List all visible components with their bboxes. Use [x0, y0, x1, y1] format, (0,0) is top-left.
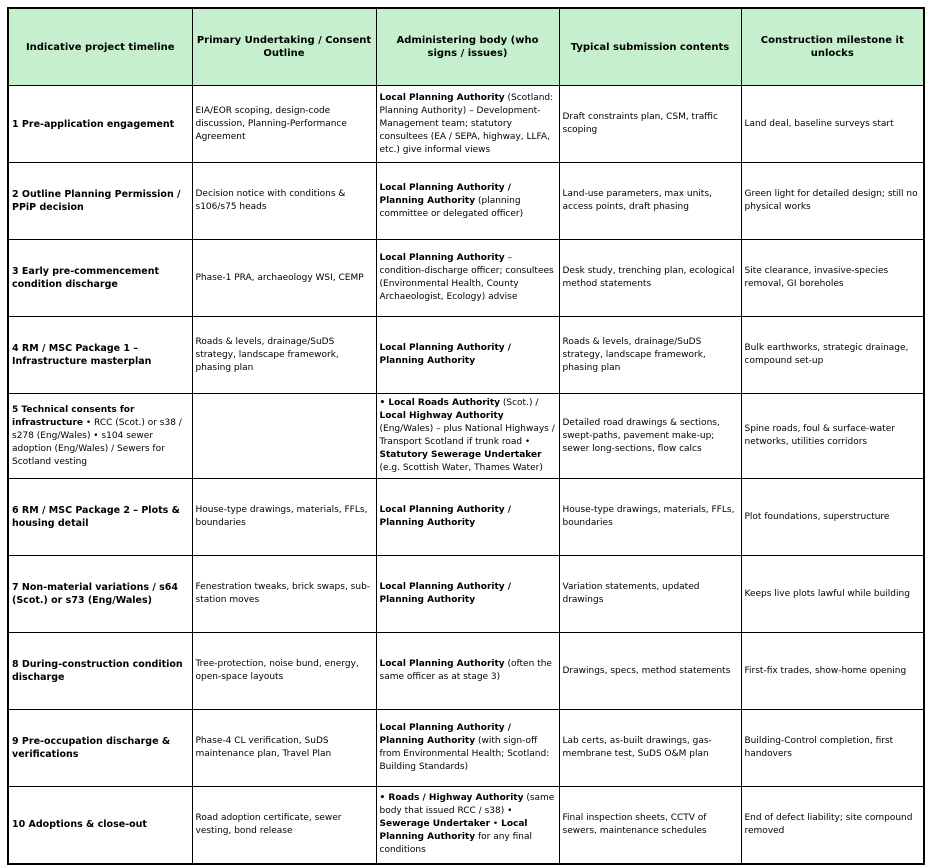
stage-cell: 10 Adoptions & close-out	[8, 787, 192, 864]
header-administering-body: Administering body (who signs / issues)	[376, 8, 559, 86]
text: (Scotland: Planning Authority) – Development-Management team; statutory consultees (EA / SEPA, highway, LLFA, etc.) give informal views	[379, 92, 554, 155]
text: • RCC (Scot.) or s38 / s278 (Eng/Wales) • s104 sewer adoption (Eng/Wales) / Sewers for Scotland vesting	[12, 417, 182, 467]
stage-cell: 4 RM / MSC Package 1 – Infrastructure masterplan	[8, 317, 192, 394]
table-body	[8, 86, 924, 864]
milestone-cell: Land deal, baseline surveys start	[741, 86, 924, 163]
outline-cell: Decision notice with conditions & s106/s75 heads	[192, 163, 376, 240]
outline-cell: House-type drawings, materials, FFLs, boundaries	[192, 479, 376, 556]
bold-text: Local Planning Authority / Planning Authority	[379, 505, 512, 528]
bold-text: Local Planning Authority / Planning Authority	[379, 343, 512, 366]
table-row	[8, 317, 924, 394]
stage-cell: 6 RM / MSC Package 2 – Plots & housing detail	[8, 479, 192, 556]
milestone-cell: End of defect liability; site compound removed	[741, 787, 924, 864]
outline-cell: Road adoption certificate, sewer vesting, bond release	[192, 787, 376, 864]
bold-text: Statutory Sewerage Undertaker	[379, 450, 542, 460]
outline-cell: Phase-1 PRA, archaeology WSI, CEMP	[192, 240, 376, 317]
table-row	[8, 556, 924, 633]
submission-contents-cell: Roads & levels, drainage/SuDS strategy, landscape framework, phasing plan	[559, 317, 741, 394]
outline-cell	[192, 394, 376, 479]
stage-cell: 1 Pre-application engagement	[8, 86, 192, 163]
bold-text: • Local Roads Authority	[379, 398, 501, 408]
table-row	[8, 787, 924, 864]
administering-body-cell	[376, 479, 559, 556]
text: (Scot.) /	[500, 398, 539, 408]
bold-text: Local Planning Authority	[379, 253, 505, 263]
administering-body-cell	[376, 633, 559, 710]
administering-body-cell	[376, 556, 559, 633]
outline-cell: Roads & levels, drainage/SuDS strategy, landscape framework, phasing plan	[192, 317, 376, 394]
bold-text: Local Planning Authority	[379, 819, 528, 843]
submission-contents-cell: Variation statements, updated drawings	[559, 556, 741, 633]
table-row	[8, 240, 924, 317]
bold-text: 5 Technical consents for infrastructure	[12, 404, 135, 428]
administering-body-cell	[376, 163, 559, 240]
table-row	[8, 633, 924, 710]
bold-text: Local Planning Authority / Planning Authority	[379, 723, 512, 746]
bold-text: Local Planning Authority / Planning Authority	[379, 182, 512, 206]
bold-text: • Roads / Highway Authority	[379, 793, 524, 804]
submission-contents-cell: Draft constraints plan, CSM, traffic scoping	[559, 86, 741, 163]
submission-contents-cell: Land-use parameters, max units, access points, draft phasing	[559, 163, 741, 240]
submission-contents-cell: Drawings, specs, method statements	[559, 633, 741, 710]
bold-text: Sewerage Undertaker	[379, 819, 491, 830]
administering-body-cell	[376, 710, 559, 787]
stage-cell: 8 During-construction condition discharge	[8, 633, 192, 710]
administering-body-cell	[376, 787, 559, 864]
text: •	[490, 819, 502, 830]
milestone-cell: Spine roads, foul & surface-water networks, utilities corridors	[741, 394, 924, 479]
outline-cell: Phase-4 CL verification, SuDS maintenance plan, Travel Plan	[192, 710, 376, 787]
header-milestone: Construction milestone it unlocks	[741, 8, 924, 86]
table-row	[8, 710, 924, 787]
text: – condition-discharge officer; consultees (Environmental Health, County Archaeologist, Ecology) advise	[379, 253, 554, 302]
bold-text: Local Planning Authority	[379, 92, 505, 103]
table-row	[8, 86, 924, 163]
bold-text: Local Planning Authority	[379, 659, 505, 669]
submission-contents-cell: Final inspection sheets, CCTV of sewers, maintenance schedules	[559, 787, 741, 864]
stage-cell: 9 Pre-occupation discharge & verifications	[8, 710, 192, 787]
text: (Eng/Wales) – plus National Highways / Transport Scotland if trunk road •	[379, 424, 555, 447]
stage-cell: 3 Early pre-commencement condition discharge	[8, 240, 192, 317]
milestone-cell: Green light for detailed design; still no physical works	[741, 163, 924, 240]
table-row	[8, 394, 924, 479]
text: (same body that issued RCC / s38) •	[379, 793, 555, 817]
administering-body-cell	[376, 394, 559, 479]
milestone-cell: Keeps live plots lawful while building	[741, 556, 924, 633]
outline-cell: Tree-protection, noise bund, energy, open-space layouts	[192, 633, 376, 710]
stage-cell: 2 Outline Planning Permission / PPiP decision	[8, 163, 192, 240]
milestone-cell: Bulk earthworks, strategic drainage, compound set-up	[741, 317, 924, 394]
stage-cell	[8, 394, 192, 479]
header-submission-contents: Typical submission contents	[559, 8, 741, 86]
administering-body-cell	[376, 317, 559, 394]
consent-timeline-table	[7, 7, 925, 865]
header-timeline: Indicative project timeline	[8, 8, 192, 86]
text: (with sign-off from Environmental Health; Scotland: Building Standards)	[379, 736, 550, 772]
administering-body-cell	[376, 86, 559, 163]
text: (often the same officer as at stage 3)	[379, 659, 552, 682]
milestone-cell: Site clearance, invasive-species removal, GI boreholes	[741, 240, 924, 317]
text: for any final conditions	[379, 832, 533, 856]
table-row	[8, 479, 924, 556]
administering-body-cell	[376, 240, 559, 317]
table-row	[8, 163, 924, 240]
outline-cell: Fenestration tweaks, brick swaps, sub-station moves	[192, 556, 376, 633]
text: (e.g. Scottish Water, Thames Water)	[379, 463, 543, 473]
milestone-cell: Plot foundations, superstructure	[741, 479, 924, 556]
submission-contents-cell: Lab certs, as-built drawings, gas-membrane test, SuDS O&M plan	[559, 710, 741, 787]
text: (planning committee or delegated officer)	[379, 195, 524, 219]
bold-text: Local Planning Authority / Planning Authority	[379, 582, 512, 605]
submission-contents-cell: House-type drawings, materials, FFLs, boundaries	[559, 479, 741, 556]
milestone-cell: Building-Control completion, first handovers	[741, 710, 924, 787]
submission-contents-cell: Desk study, trenching plan, ecological method statements	[559, 240, 741, 317]
submission-contents-cell: Detailed road drawings & sections, swept-paths, pavement make-up; sewer long-sections, flow calcs	[559, 394, 741, 479]
stage-cell: 7 Non-material variations / s64 (Scot.) or s73 (Eng/Wales)	[8, 556, 192, 633]
header-outline: Primary Undertaking / Consent Outline	[192, 8, 376, 86]
outline-cell: EIA/EOR scoping, design-code discussion, Planning-Performance Agreement	[192, 86, 376, 163]
bold-text: Local Highway Authority	[379, 411, 504, 421]
header-row	[8, 8, 924, 86]
milestone-cell: First-fix trades, show-home opening	[741, 633, 924, 710]
